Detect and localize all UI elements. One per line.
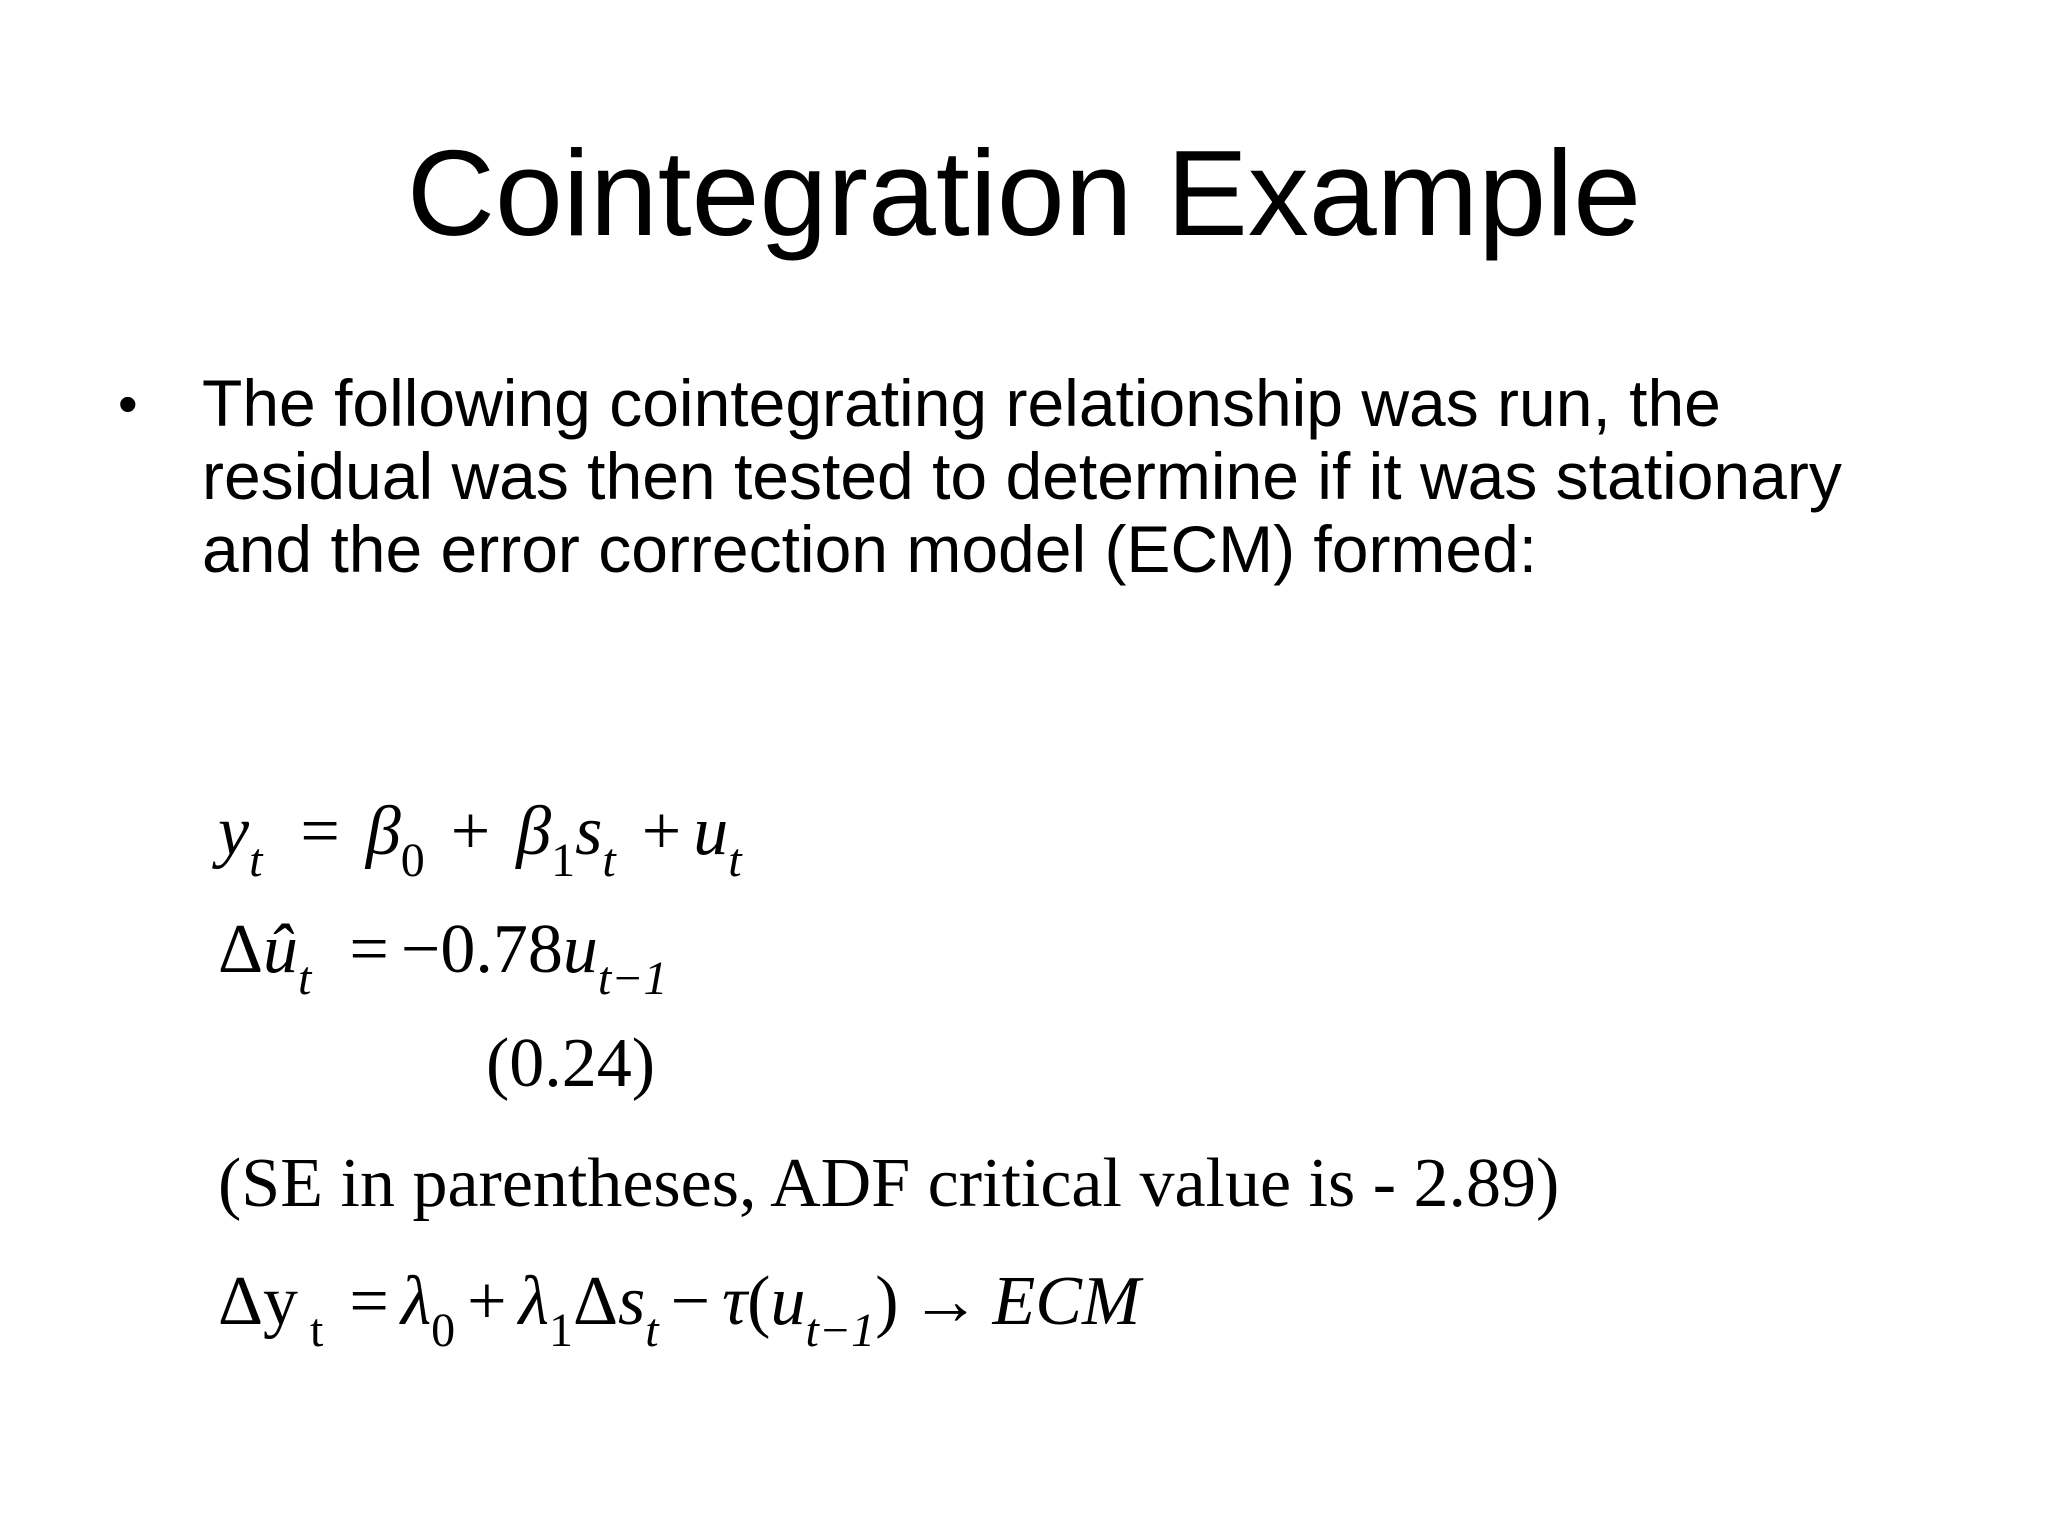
eq5-arrow: → <box>910 1263 981 1340</box>
eq5-lambda1-sub: 1 <box>548 1304 573 1357</box>
eq2-coefficient: −0.78 <box>400 911 563 988</box>
eq5-s: s <box>618 1263 646 1340</box>
eq1-beta0-sub: 0 <box>400 834 425 887</box>
standard-error <box>486 1024 655 1124</box>
eq1-s-sub: t <box>602 834 616 887</box>
eq1-beta0: β <box>365 793 401 870</box>
slide-title: Cointegration Example <box>406 125 1642 261</box>
eq1-s: s <box>575 793 603 870</box>
eq2-u-sub: t−1 <box>597 952 668 1005</box>
residual-adf-equation <box>218 910 668 1010</box>
eq2-equals: = <box>349 911 389 988</box>
eq5-delta: Δ <box>218 1263 264 1340</box>
se-note <box>218 1144 1559 1244</box>
eq1-u: u <box>693 793 729 870</box>
eq5-y: y <box>263 1263 299 1340</box>
eq5-lambda0-sub: 0 <box>431 1304 456 1357</box>
eq3-se: (0.24) <box>486 1025 656 1102</box>
eq1-y: y <box>218 793 250 870</box>
eq5-u: u <box>770 1263 806 1340</box>
eq1-u-sub: t <box>728 834 742 887</box>
eq1-y-sub: t <box>249 834 263 887</box>
eq2-uhat-sub: t <box>298 952 312 1005</box>
eq5-minus: − <box>670 1263 711 1340</box>
bullet-text: The following cointegrating relationship was run, the residual was then tested to determine if it was stationary and the error correction model (ECM) formed: <box>202 366 1842 586</box>
eq5-delta2: Δ <box>572 1263 618 1340</box>
eq5-open-paren: ( <box>747 1263 771 1340</box>
eq1-plus1: + <box>450 793 491 870</box>
eq5-equals: = <box>349 1263 389 1340</box>
eq4-note: (SE in parentheses, ADF critical value is - 2.89) <box>218 1145 1560 1222</box>
eq5-tau: τ <box>722 1263 748 1340</box>
eq2-u: u <box>562 911 598 988</box>
eq5-s-sub: t <box>645 1304 659 1357</box>
eq5-lambda0: λ <box>400 1263 432 1340</box>
eq1-equals: = <box>300 793 340 870</box>
eq1-beta1-sub: 1 <box>551 834 576 887</box>
eq1-plus2: + <box>641 793 682 870</box>
eq5-plus: + <box>467 1263 507 1340</box>
eq1-beta1: β <box>516 793 552 870</box>
eq2-delta: Δ <box>218 911 264 988</box>
eq5-y-sub: t <box>310 1304 324 1357</box>
eq5-close-paren: ) <box>875 1263 899 1340</box>
cointegrating-regression-equation <box>218 792 742 892</box>
eq5-ecm: ECM <box>992 1263 1141 1340</box>
eq2-uhat: û <box>263 911 299 988</box>
bullet-marker: • <box>118 372 138 435</box>
ecm-equation <box>218 1262 1140 1362</box>
eq5-u-sub: t−1 <box>805 1304 876 1357</box>
eq5-lambda1: λ <box>518 1263 549 1340</box>
